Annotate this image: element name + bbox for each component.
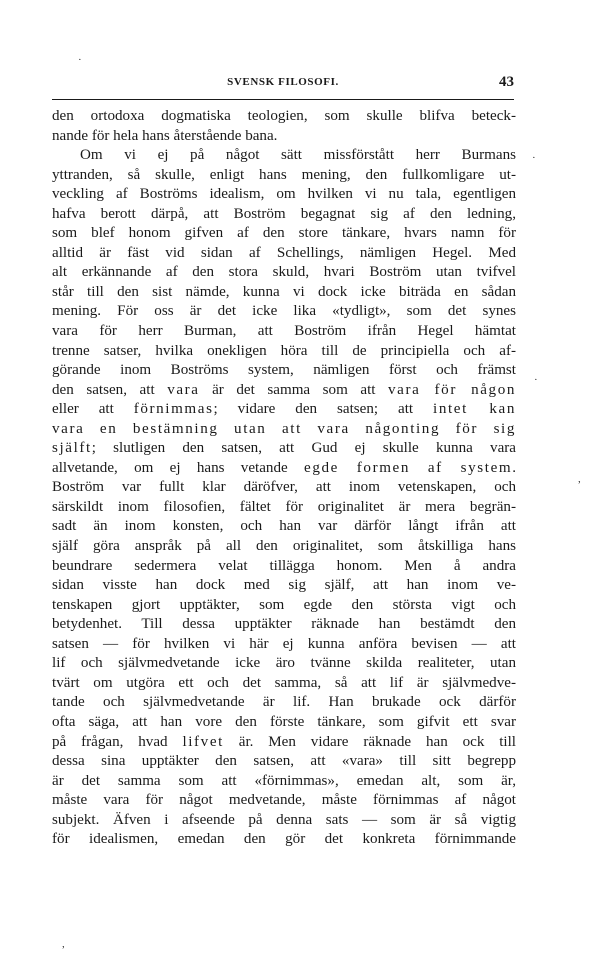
text-line: betydenhet. Till dessa upptäkter räknade han bestämdt den (52, 616, 516, 633)
text-line: dessa sina upptäkter den satsen, att «vara» till sitt begrepp (52, 753, 516, 770)
speck-mark: , (62, 938, 65, 950)
speck-mark: , (578, 473, 581, 485)
text-line: subjekt. Äfven i afseende på denna sats — som är så vigtig (52, 811, 516, 828)
text-line: den ortodoxa dogmatiska teologien, som skulle blifva beteck- (52, 108, 516, 124)
text-line: eller att förnimmas; vidare den satsen; att intet kan (52, 401, 516, 418)
text-line: satsen — för hvilken vi här ej kunna anföra bevisen — att (52, 635, 516, 652)
text-line: beundrare sedermera velat tillägga honom. Men å andra (52, 557, 516, 574)
speck-mark: · (532, 152, 536, 164)
text-line: är det samma som att «förnimmas», emedan alt, som är, (52, 772, 516, 789)
text-line: Boström var fullt klar däröfver, att inom vetenskapen, och (52, 479, 516, 496)
text-line: särskildt inom filosofien, fältet för originalitet är mera begrän- (52, 498, 516, 515)
text-line: hafva berott därpå, att Boström begagnat sig af den ledning, (52, 205, 516, 222)
text-line: sadt än inom konsten, och han var därför långt ifrån att (52, 518, 516, 535)
text-line: allvetande, om ej hans vetande egde formen af system. (52, 459, 516, 476)
text-line: tvärt om utgöra ett och det samma, så att lif är självmedve- (52, 674, 516, 691)
text-line: yttranden, så skulle, enligt hans mening, den fullkomligare ut- (52, 166, 516, 183)
text-line: den satsen, att vara är det samma som att vara för någon (52, 381, 516, 398)
text-line: trenne satser, hvilka onekligen höra till de principiella och af- (52, 342, 516, 359)
text-line: lif och självmedvetande icke äro tvänne skilda realiteter, utan (52, 655, 516, 672)
text-line: veckling af Boströms idealism, om hvilken vi nu tala, egentligen (52, 186, 516, 203)
text-line: alt erkännande af den stora skuld, hvari Boström utan tvifvel (52, 264, 516, 281)
body-text (52, 107, 516, 850)
text-line: vara för herr Burman, att Boström ifrån Hegel hämtat (52, 323, 516, 340)
text-line: tande och självmedvetande är lif. Han brukade ock därför (52, 694, 516, 711)
speck-mark: · (534, 374, 538, 386)
text-line: ofta säga, att han vore den förste tänkare, som gifvit ett svar (52, 713, 516, 730)
text-line: måste vara för något medvetande, måste förnimmas af något (52, 792, 516, 809)
text-line: på frågan, hvad lifvet är. Men vidare räknade han ock till (52, 733, 516, 750)
text-line: för idealismen, emedan den gör det konkreta förnimmande (52, 831, 516, 848)
text-line: tenskapen gjort upptäkter, som egde den största vigt och (52, 596, 516, 613)
page-number: 43 (499, 74, 514, 90)
text-line: står till den sist nämde, kunna vi dock icke biträda en sådan (52, 283, 516, 300)
text-line: själf göra anspråk på all den originalitet, som åtskilliga hans (52, 538, 516, 555)
text-line: alltid är fäst vid sidan af Schellings, nämligen Hegel. Med (52, 244, 516, 261)
header-rule (52, 99, 514, 100)
text-line: själft; slutligen den satsen, att Gud ej skulle kunna vara (52, 440, 516, 457)
running-head (52, 74, 514, 98)
text-line: vara en bestämning utan att vara någonting för sig (52, 420, 516, 437)
text-line: Om vi ej på något sätt missförstått herr Burmans (80, 147, 516, 164)
text-line: nande för hela hans återstående bana. (52, 127, 278, 144)
text-line: sidan visste han dock med sig själf, att han inom ve- (52, 577, 516, 594)
running-title: SVENSK FILOSOFI. (227, 76, 339, 88)
text-line: mening. För oss är det icke lika «tydligt», som det synes (52, 303, 516, 320)
text-line: som blef honom gifven af den store tänkare, hvars namn för (52, 225, 516, 242)
speck-mark: · (78, 54, 82, 66)
text-line: görande inom Boströms system, nämligen först och främst (52, 362, 516, 379)
